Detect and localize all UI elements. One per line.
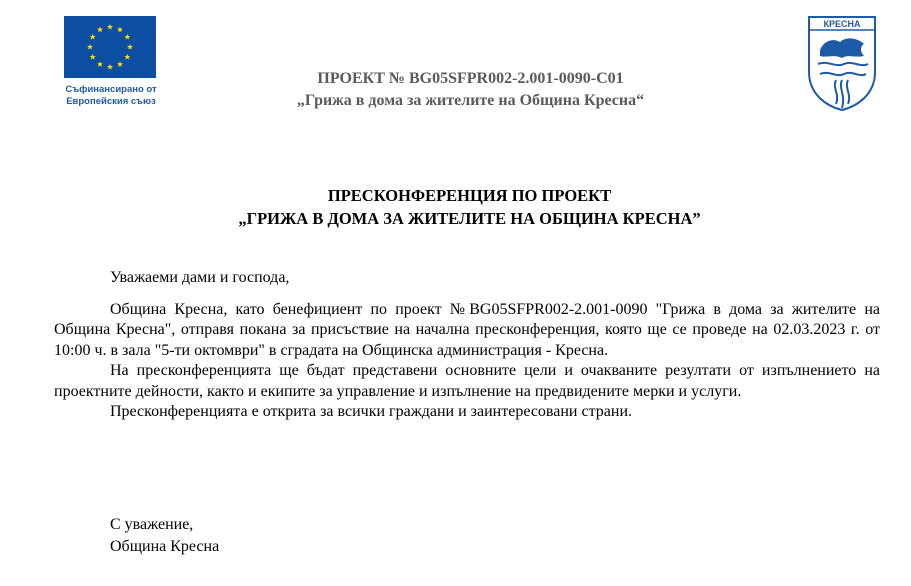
project-header [0,68,911,112]
eu-star-icon [124,54,130,60]
document-title [0,184,911,230]
eu-star-icon [87,44,93,50]
eu-star-icon [107,24,113,30]
paragraph-goals: На пресконференцията ще бъдат представени основните цели и очакваните резултати от изпълнението на проектните дейности, както и екипите за управление и изпълнение на предвидените мерки и услуги. [54,362,880,400]
eu-star-icon [90,34,96,40]
title-line2: „ГРИЖА В ДОМА ЗА ЖИТЕЛИТЕ НА ОБЩИНА КРЕСНА” [238,209,701,228]
crest-text: КРЕСНА [823,19,861,29]
eu-star-icon [97,61,103,67]
eu-star-icon [97,26,103,32]
letter-body [54,268,880,423]
eu-star-icon [124,34,130,40]
paragraph-open: Пресконференцията е открита за всички граждани и заинтересовани страни. [110,403,632,420]
eu-star-icon [117,61,123,67]
closing-line2: Община Кресна [110,538,220,555]
greeting: Уважаеми дами и господа, [110,269,290,286]
eu-star-icon [117,26,123,32]
eu-star-icon [127,44,133,50]
project-number: ПРОЕКТ № BG05SFPR002-2.001-0090-C01 [317,70,624,87]
eu-caption-line2: Европейския съюз [66,96,156,107]
paragraph-invitation: Община Кресна, като бенефициент по проект №BG05SFPR002-2.001-0090 "Грижа в дома за жителите на Община Кресна", отправя покана за присъствие на начална пресконференция, която ще се проведе на 02.03.2023 г. от 10:00 ч. в зала "5-ти октомври" в сградата на Общинска администрация - Кресна. [54,300,880,359]
kresna-crest-icon [806,14,878,112]
eu-caption-line1: Съфинансирано от [65,84,157,95]
closing-signature [110,514,219,558]
title-line1: ПРЕСКОНФЕРЕНЦИЯ ПО ПРОЕКТ [327,186,612,205]
project-name: „Грижа в дома за жителите на Община Кресна“ [296,92,645,109]
eu-star-icon [90,54,96,60]
closing-line1: С уважение, [110,516,194,533]
